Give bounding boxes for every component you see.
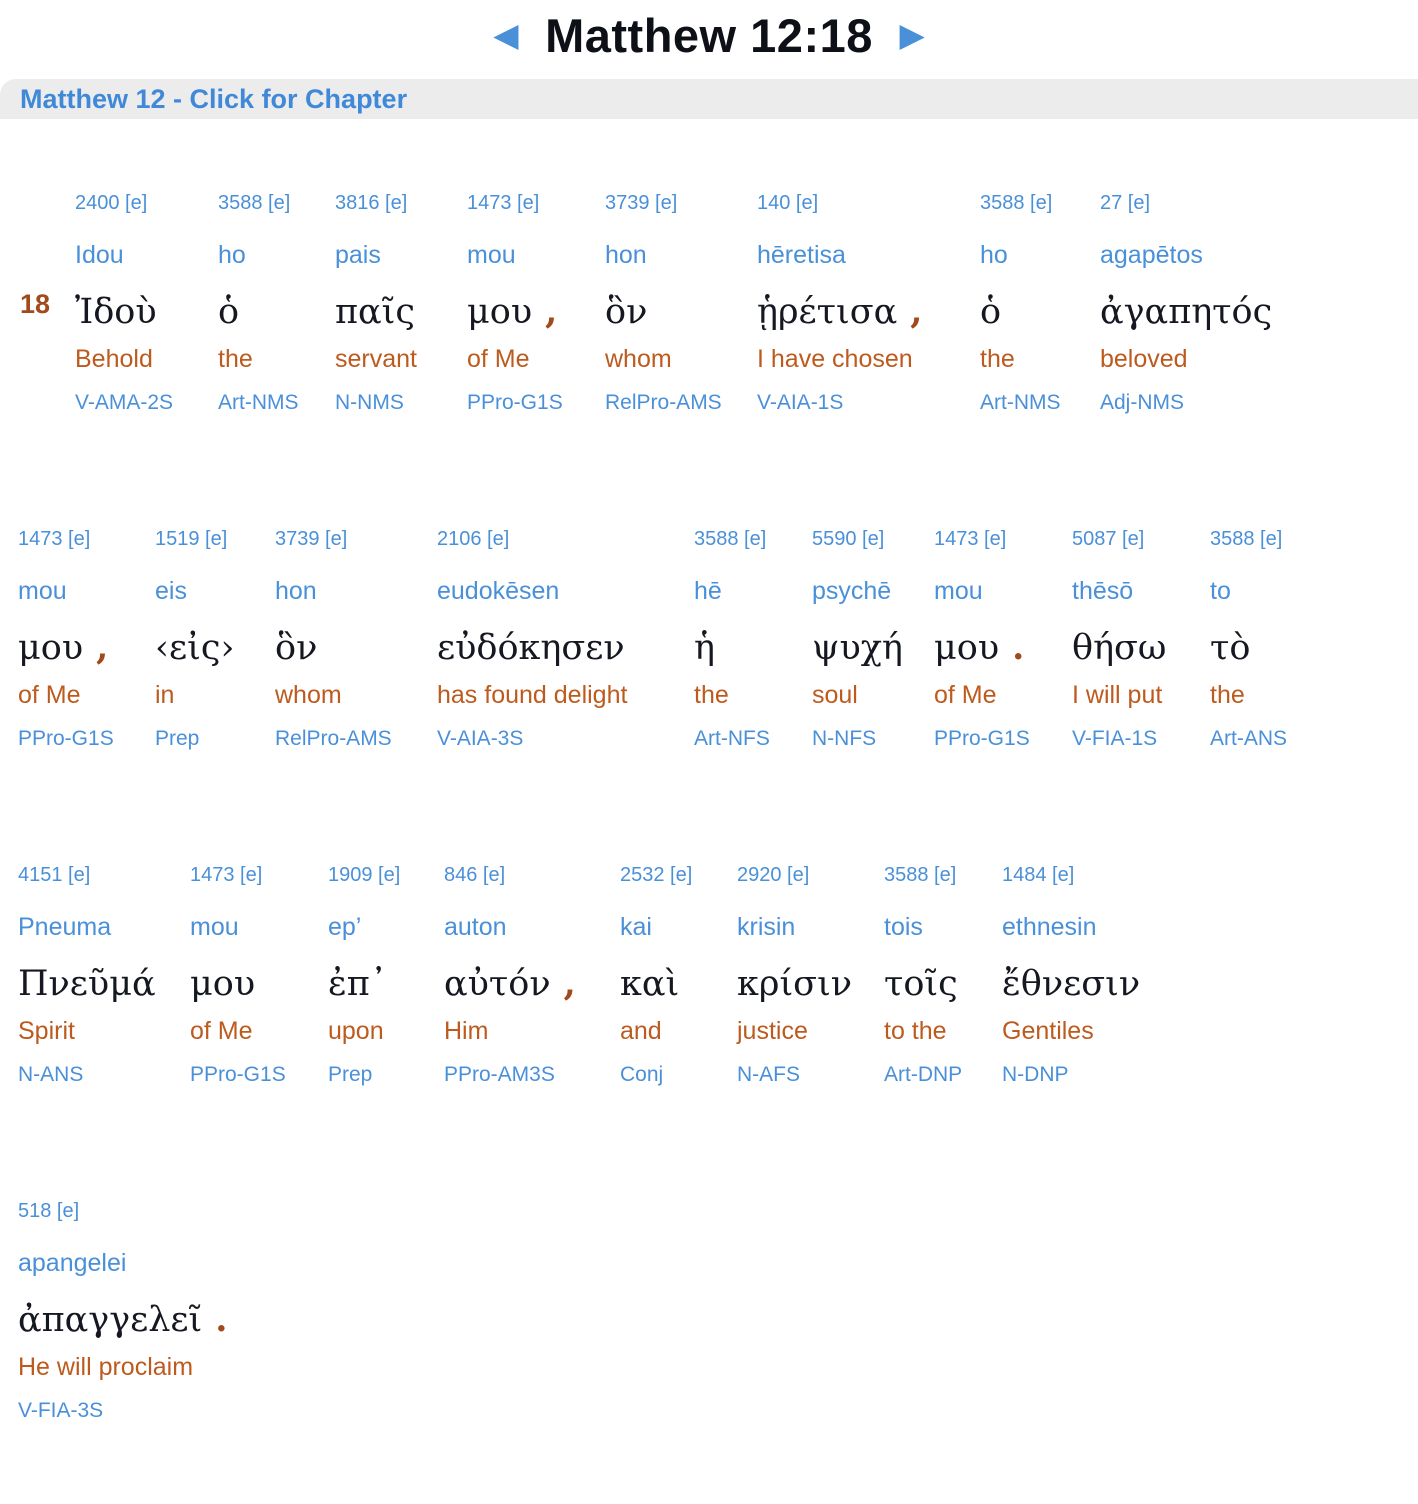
greek-line <box>1072 625 1196 671</box>
word-block <box>812 527 934 751</box>
strongs-link[interactable]: 1473 [e] <box>18 528 91 550</box>
parsing-code-link[interactable]: N-DNP <box>1002 1063 1069 1086</box>
transliteration: hē <box>694 577 722 605</box>
word-block <box>467 191 605 415</box>
greek-word[interactable]: ὁ <box>218 292 240 332</box>
parsing-code-link[interactable]: N-NMS <box>335 391 404 414</box>
greek-line <box>1210 625 1287 671</box>
greek-word[interactable]: ψυχή <box>812 628 903 668</box>
greek-word[interactable]: τοῖς <box>884 964 958 1004</box>
greek-line <box>980 289 1086 335</box>
greek-punctuation: , <box>910 291 923 332</box>
transliteration: mou <box>934 577 983 605</box>
transliteration: apangelei <box>18 1249 127 1277</box>
word-block <box>620 863 737 1087</box>
parsing-code-link[interactable]: PPro-G1S <box>190 1063 286 1086</box>
greek-line <box>1002 961 1153 1007</box>
strongs-link[interactable]: 2920 [e] <box>737 864 810 886</box>
english-gloss: the <box>980 345 1015 373</box>
greek-line <box>884 961 988 1007</box>
greek-word[interactable]: Ἰδοὺ <box>75 292 157 332</box>
strongs-link[interactable]: 3588 [e] <box>694 528 767 550</box>
transliteration: krisin <box>737 913 796 941</box>
parsing-code-link[interactable]: Art-ANS <box>1210 727 1288 750</box>
strongs-link[interactable]: 3739 [e] <box>275 528 348 550</box>
word-block <box>694 527 812 751</box>
parsing-code-link[interactable]: V-FIA-3S <box>18 1399 104 1422</box>
word-block <box>335 191 467 415</box>
english-gloss: of Me <box>934 681 997 709</box>
greek-line <box>335 289 453 335</box>
word-block <box>1072 527 1210 751</box>
word-block <box>437 527 694 751</box>
transliteration: agapētos <box>1100 241 1203 269</box>
word-block <box>328 863 444 1087</box>
parsing-code-link[interactable]: Art-DNP <box>884 1063 963 1086</box>
parsing-code-link[interactable]: N-AFS <box>737 1063 800 1086</box>
transliteration: ho <box>218 241 246 269</box>
strongs-link[interactable]: 1519 [e] <box>155 528 228 550</box>
greek-word[interactable]: κρίσιν <box>737 964 853 1004</box>
english-gloss: I have chosen <box>757 345 913 373</box>
greek-word[interactable]: θήσω <box>1072 628 1167 668</box>
english-gloss: has found delight <box>437 681 628 709</box>
parsing-code-link[interactable]: PPro-G1S <box>18 727 114 750</box>
greek-word[interactable]: αὐτόν <box>444 964 551 1004</box>
word-block <box>444 863 620 1087</box>
greek-word[interactable]: ‹εἰς› <box>155 628 235 668</box>
page-title: Matthew 12:18 <box>545 9 873 62</box>
strongs-link[interactable]: 5590 [e] <box>812 528 885 550</box>
transliteration: pais <box>335 241 381 269</box>
english-gloss: Gentiles <box>1002 1017 1094 1045</box>
greek-word[interactable]: Πνεῦμά <box>18 964 156 1004</box>
greek-punctuation: , <box>545 291 558 332</box>
prev-verse-arrow-icon[interactable]: ◄ <box>485 11 527 59</box>
parsing-code-link[interactable]: N-NFS <box>812 727 877 750</box>
greek-word[interactable]: μου <box>18 628 84 668</box>
parsing-code-link[interactable]: PPro-G1S <box>934 727 1030 750</box>
greek-line <box>620 961 723 1007</box>
greek-punctuation: . <box>1012 627 1025 668</box>
greek-punctuation: , <box>563 963 576 1004</box>
greek-punctuation: , <box>96 627 109 668</box>
word-block <box>1002 863 1167 1087</box>
greek-line <box>467 289 591 335</box>
strongs-link[interactable]: 2106 [e] <box>437 528 510 550</box>
greek-word[interactable]: εὐδόκησεν <box>437 628 625 668</box>
greek-word[interactable]: ἀγαπητός <box>1100 292 1273 332</box>
greek-word[interactable]: καὶ <box>620 964 680 1004</box>
greek-word[interactable]: ἡ <box>694 628 715 668</box>
transliteration: ho <box>980 241 1008 269</box>
english-gloss: of Me <box>18 681 81 709</box>
greek-line <box>812 625 920 671</box>
parsing-code-link[interactable]: Art-NMS <box>980 391 1061 414</box>
greek-line <box>155 625 261 671</box>
english-gloss: in <box>155 681 175 709</box>
verse-title-row <box>0 0 1418 63</box>
greek-word[interactable]: ὃν <box>275 628 318 668</box>
greek-line <box>18 625 141 671</box>
strongs-link[interactable]: 518 [e] <box>18 1200 80 1222</box>
word-block <box>1210 527 1301 751</box>
strongs-link[interactable]: 3588 [e] <box>980 192 1053 214</box>
greek-line <box>275 625 423 671</box>
parsing-code-link[interactable]: V-AMA-2S <box>75 391 174 414</box>
greek-word[interactable]: μου <box>467 292 533 332</box>
transliteration: to <box>1210 577 1231 605</box>
strongs-link[interactable]: 140 [e] <box>757 192 819 214</box>
word-block <box>155 527 275 751</box>
strongs-link[interactable]: 846 [e] <box>444 864 506 886</box>
greek-line <box>757 289 966 335</box>
parsing-code-link[interactable]: V-AIA-3S <box>437 727 524 750</box>
strongs-link[interactable]: 3588 [e] <box>218 192 291 214</box>
chapter-bar <box>0 79 1418 119</box>
parsing-code-link[interactable]: RelPro-AMS <box>605 391 722 414</box>
word-block <box>190 863 328 1087</box>
greek-word[interactable]: μου <box>934 628 1000 668</box>
greek-word[interactable]: ἀπαγγελεῖ <box>18 1300 203 1340</box>
transliteration: psychē <box>812 577 892 605</box>
english-gloss: servant <box>335 345 417 373</box>
strongs-link[interactable]: 1909 [e] <box>328 864 401 886</box>
interlinear-row <box>0 527 1418 751</box>
parsing-code-link[interactable]: V-AIA-1S <box>757 391 844 414</box>
greek-word[interactable]: ἐπ᾽ <box>328 964 388 1004</box>
strongs-link[interactable]: 1484 [e] <box>1002 864 1075 886</box>
parsing-code-link[interactable]: Prep <box>155 727 200 750</box>
greek-word[interactable]: ὁ <box>980 292 1002 332</box>
strongs-link[interactable]: 3816 [e] <box>335 192 408 214</box>
english-gloss: beloved <box>1100 345 1188 373</box>
transliteration: tois <box>884 913 923 941</box>
greek-line <box>18 961 176 1007</box>
transliteration: mou <box>467 241 516 269</box>
english-gloss: Behold <box>75 345 153 373</box>
strongs-link[interactable]: 3588 [e] <box>1210 528 1283 550</box>
parsing-code-link[interactable]: V-FIA-1S <box>1072 727 1158 750</box>
transliteration: hēretisa <box>757 241 846 269</box>
greek-word[interactable]: μου <box>190 964 256 1004</box>
strongs-link[interactable]: 1473 [e] <box>467 192 540 214</box>
transliteration: hon <box>605 241 647 269</box>
word-block <box>737 863 884 1087</box>
transliteration: Idou <box>75 241 124 269</box>
english-gloss: the <box>1210 681 1245 709</box>
transliteration: hon <box>275 577 317 605</box>
english-gloss: justice <box>737 1017 808 1045</box>
word-block <box>757 191 980 415</box>
transliteration: ethnesin <box>1002 913 1097 941</box>
greek-line <box>75 289 204 335</box>
english-gloss: of Me <box>190 1017 253 1045</box>
english-gloss: Spirit <box>18 1017 75 1045</box>
english-gloss: the <box>218 345 253 373</box>
greek-word[interactable]: ὃν <box>605 292 648 332</box>
parsing-code-link[interactable]: Adj-NMS <box>1100 391 1185 414</box>
next-verse-arrow-icon[interactable]: ► <box>891 11 933 59</box>
word-block <box>934 527 1072 751</box>
word-block <box>605 191 757 415</box>
greek-line <box>694 625 798 671</box>
transliteration: ep’ <box>328 913 362 941</box>
strongs-link[interactable]: 1473 [e] <box>934 528 1007 550</box>
transliteration: auton <box>444 913 507 941</box>
word-block <box>18 527 155 751</box>
parsing-code-link[interactable]: RelPro-AMS <box>275 727 392 750</box>
word-block <box>1100 191 1299 415</box>
word-block <box>18 863 190 1087</box>
strongs-link[interactable]: 5087 [e] <box>1072 528 1145 550</box>
greek-line <box>1100 289 1285 335</box>
verse-number: 18 <box>20 289 51 319</box>
parsing-code-link[interactable]: Art-NMS <box>218 391 299 414</box>
strongs-link[interactable]: 3739 [e] <box>605 192 678 214</box>
word-block <box>275 527 437 751</box>
strongs-link[interactable]: 2400 [e] <box>75 192 148 214</box>
english-gloss: Him <box>444 1017 489 1045</box>
strongs-link[interactable]: 27 [e] <box>1100 192 1151 214</box>
english-gloss: to the <box>884 1017 947 1045</box>
greek-line <box>437 625 680 671</box>
english-gloss: the <box>694 681 729 709</box>
parsing-code-link[interactable]: Conj <box>620 1063 664 1086</box>
word-block <box>75 191 218 415</box>
word-block <box>980 191 1100 415</box>
chapter-bar-link[interactable]: Matthew 12 - Click for Chapter <box>20 83 408 114</box>
english-gloss: upon <box>328 1017 384 1045</box>
transliteration: eis <box>155 577 187 605</box>
english-gloss: whom <box>605 345 672 373</box>
transliteration: mou <box>18 577 67 605</box>
greek-line <box>328 961 430 1007</box>
strongs-link[interactable]: 4151 [e] <box>18 864 91 886</box>
greek-word[interactable]: παῖς <box>335 292 415 332</box>
english-gloss: soul <box>812 681 858 709</box>
english-gloss: I will put <box>1072 681 1163 709</box>
parsing-code-link[interactable]: N-ANS <box>18 1063 84 1086</box>
english-gloss: of Me <box>467 345 530 373</box>
greek-line <box>18 1297 227 1343</box>
interlinear-section <box>0 119 1418 1437</box>
english-gloss: whom <box>275 681 342 709</box>
interlinear-row <box>0 191 1418 415</box>
strongs-link[interactable]: 2532 [e] <box>620 864 693 886</box>
greek-line <box>934 625 1058 671</box>
greek-line <box>737 961 870 1007</box>
word-block <box>884 863 1002 1087</box>
parsing-code-link[interactable]: Prep <box>328 1063 373 1086</box>
strongs-link[interactable]: 1473 [e] <box>190 864 263 886</box>
greek-line <box>190 961 314 1007</box>
parsing-code-link[interactable]: Art-NFS <box>694 727 770 750</box>
greek-line <box>218 289 321 335</box>
english-gloss: and <box>620 1017 662 1045</box>
parsing-code-link[interactable]: PPro-AM3S <box>444 1063 555 1086</box>
greek-line <box>444 961 606 1007</box>
strongs-link[interactable]: 3588 [e] <box>884 864 957 886</box>
interlinear-row <box>0 1199 1418 1437</box>
greek-line <box>605 289 743 335</box>
greek-punctuation: . <box>215 1299 228 1340</box>
transliteration: Pneuma <box>18 913 112 941</box>
greek-word[interactable]: ᾑρέτισα <box>757 292 898 332</box>
transliteration: mou <box>190 913 239 941</box>
transliteration: thēsō <box>1072 577 1134 605</box>
english-gloss: He will proclaim <box>18 1353 194 1381</box>
word-block <box>218 191 335 415</box>
transliteration: eudokēsen <box>437 577 560 605</box>
transliteration: kai <box>620 913 652 941</box>
greek-word[interactable]: τὸ <box>1210 628 1251 668</box>
word-block <box>18 1199 241 1423</box>
parsing-code-link[interactable]: PPro-G1S <box>467 391 563 414</box>
greek-word[interactable]: ἔθνεσιν <box>1002 964 1141 1004</box>
interlinear-row <box>0 863 1418 1087</box>
